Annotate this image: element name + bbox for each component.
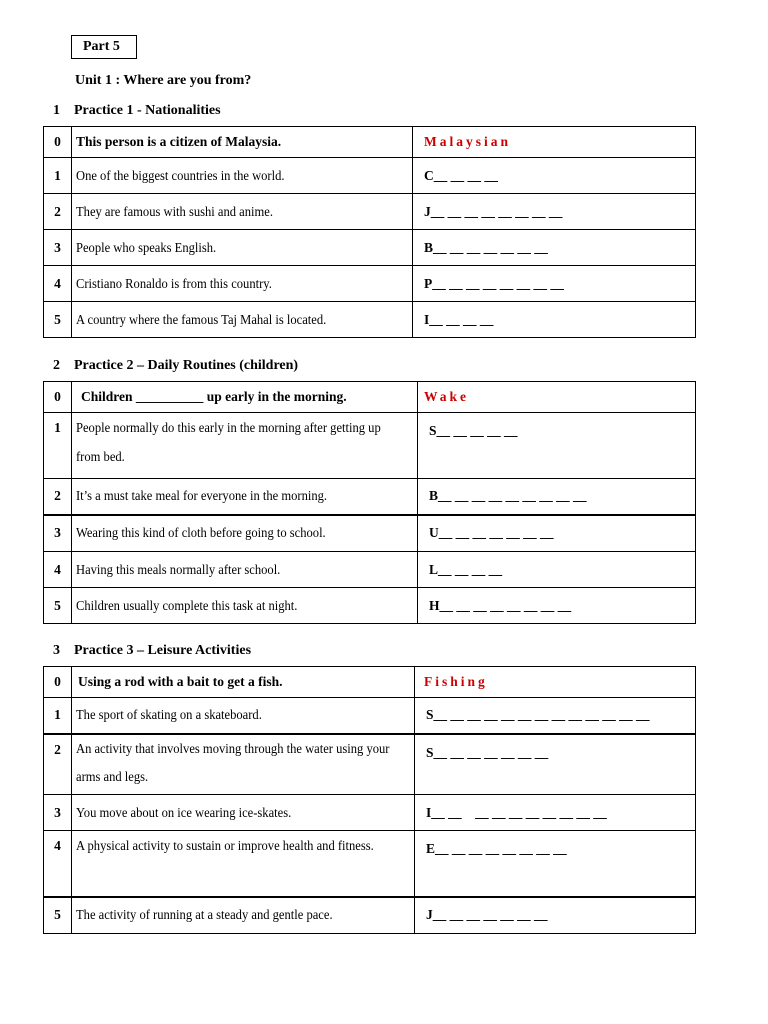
table-row xyxy=(44,194,696,230)
answer-blank[interactable]: L__ __ __ __ xyxy=(418,552,696,588)
section-title: Practice 3 – Leisure Activities xyxy=(74,643,252,658)
table-row-example xyxy=(44,382,696,413)
answer-blank[interactable]: S__ __ __ __ __ xyxy=(418,413,696,479)
question-text: People who speaks English. xyxy=(72,230,413,266)
table-row xyxy=(44,552,696,588)
question-text: The activity of running at a steady and gentle pace. xyxy=(72,897,415,934)
table-row xyxy=(44,698,696,734)
section-1-heading xyxy=(53,103,221,119)
row-number: 5 xyxy=(44,588,72,624)
question-text: Children __________ up early in the morning. xyxy=(72,382,418,413)
answer-blank[interactable]: H__ __ __ __ __ __ __ __ xyxy=(418,588,696,624)
example-answer: Wake xyxy=(418,382,696,413)
example-answer: Malaysian xyxy=(413,127,696,158)
table-row xyxy=(44,734,696,795)
question-text: They are famous with sushi and anime. xyxy=(72,194,413,230)
question-text: People normally do this early in the morning after getting up from bed. xyxy=(72,413,418,479)
question-text: Wearing this kind of cloth before going to school. xyxy=(72,515,418,552)
row-number: 0 xyxy=(44,667,72,698)
row-number: 2 xyxy=(44,479,72,515)
section-2-heading xyxy=(53,358,298,374)
answer-blank[interactable]: J__ __ __ __ __ __ __ xyxy=(415,897,696,934)
row-number: 1 xyxy=(44,413,72,479)
answer-blank[interactable]: S__ __ __ __ __ __ __ __ __ __ __ __ __ xyxy=(415,698,696,734)
answer-blank[interactable]: S__ __ __ __ __ __ __ xyxy=(415,734,696,795)
question-text: Using a rod with a bait to get a fish. xyxy=(72,667,415,698)
question-text: A physical activity to sustain or improve health and fitness. xyxy=(72,831,415,897)
table-row xyxy=(44,831,696,897)
practice-2-table xyxy=(43,381,696,624)
table-row xyxy=(44,515,696,552)
row-number: 1 xyxy=(44,158,72,194)
table-row xyxy=(44,795,696,831)
example-answer: Fishing xyxy=(415,667,696,698)
question-text: Cristiano Ronaldo is from this country. xyxy=(72,266,413,302)
question-text: An activity that involves moving through the water using your arms and legs. xyxy=(72,734,415,795)
row-number: 5 xyxy=(44,897,72,934)
row-number: 5 xyxy=(44,302,72,338)
table-row xyxy=(44,230,696,266)
row-number: 4 xyxy=(44,266,72,302)
section-number: 2 xyxy=(53,358,60,373)
table-row xyxy=(44,413,696,479)
table-row xyxy=(44,897,696,934)
table-row xyxy=(44,479,696,515)
part-label: Part 5 xyxy=(71,35,137,59)
table-row xyxy=(44,158,696,194)
table-row-example xyxy=(44,127,696,158)
answer-blank[interactable]: P__ __ __ __ __ __ __ __ xyxy=(413,266,696,302)
practice-1-table xyxy=(43,126,696,338)
section-title: Practice 2 – Daily Routines (children) xyxy=(74,358,299,373)
row-number: 3 xyxy=(44,515,72,552)
row-number: 0 xyxy=(44,127,72,158)
question-text: This person is a citizen of Malaysia. xyxy=(72,127,413,158)
row-number: 3 xyxy=(44,230,72,266)
question-text: One of the biggest countries in the world. xyxy=(72,158,413,194)
answer-blank[interactable]: J__ __ __ __ __ __ __ __ xyxy=(413,194,696,230)
table-row-example xyxy=(44,667,696,698)
table-row xyxy=(44,588,696,624)
row-number: 1 xyxy=(44,698,72,734)
table-row xyxy=(44,266,696,302)
row-number: 4 xyxy=(44,552,72,588)
practice-3-table xyxy=(43,666,696,934)
answer-blank[interactable]: U__ __ __ __ __ __ __ xyxy=(418,515,696,552)
question-text: Having this meals normally after school. xyxy=(72,552,418,588)
row-number: 2 xyxy=(44,734,72,795)
answer-blank[interactable]: I__ __ __ __ __ __ __ __ __ __ xyxy=(415,795,696,831)
row-number: 0 xyxy=(44,382,72,413)
question-text: You move about on ice wearing ice-skates. xyxy=(72,795,415,831)
question-text: The sport of skating on a skateboard. xyxy=(72,698,415,734)
row-number: 4 xyxy=(44,831,72,897)
question-text: A country where the famous Taj Mahal is located. xyxy=(72,302,413,338)
unit-title: Unit 1 : Where are you from? xyxy=(75,73,252,88)
section-number: 3 xyxy=(53,643,60,658)
row-number: 2 xyxy=(44,194,72,230)
answer-blank[interactable]: B__ __ __ __ __ __ __ xyxy=(413,230,696,266)
answer-blank[interactable]: I__ __ __ __ xyxy=(413,302,696,338)
question-text: Children usually complete this task at night. xyxy=(72,588,418,624)
section-number: 1 xyxy=(53,103,60,118)
answer-blank[interactable]: C__ __ __ __ xyxy=(413,158,696,194)
answer-blank[interactable]: B__ __ __ __ __ __ __ __ __ xyxy=(418,479,696,515)
answer-blank[interactable]: E__ __ __ __ __ __ __ __ xyxy=(415,831,696,897)
section-title: Practice 1 - Nationalities xyxy=(74,103,221,118)
row-number: 3 xyxy=(44,795,72,831)
question-text: It’s a must take meal for everyone in the morning. xyxy=(72,479,418,515)
table-row xyxy=(44,302,696,338)
section-3-heading xyxy=(53,643,251,659)
